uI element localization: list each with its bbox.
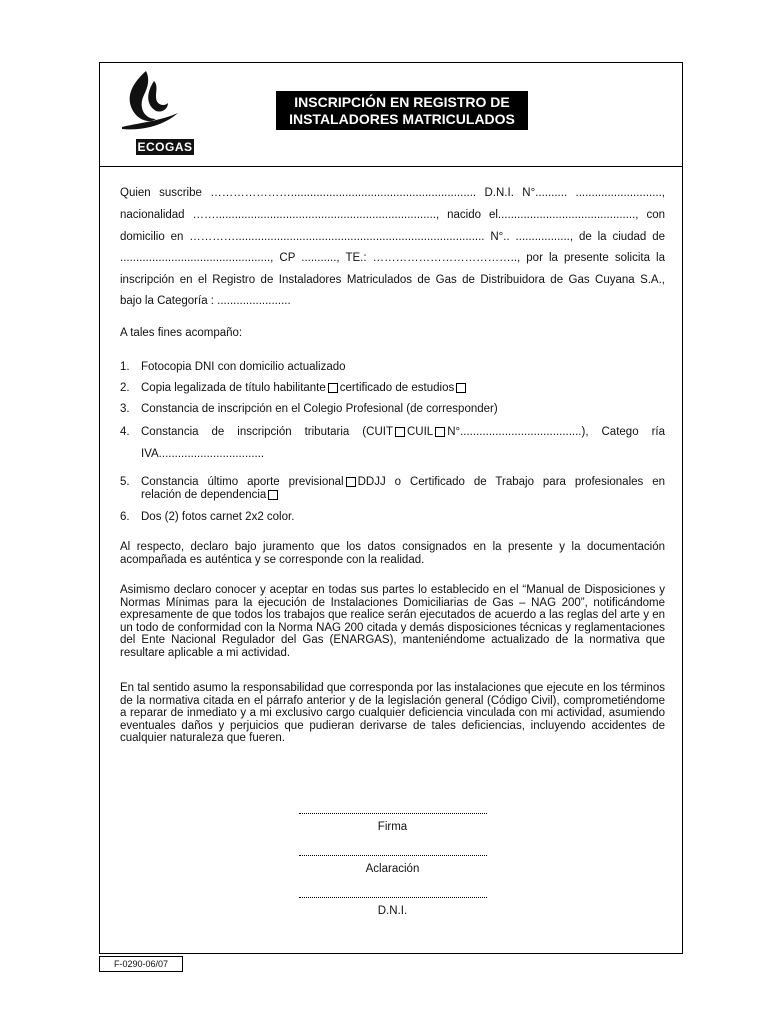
form-frame: [99, 62, 683, 954]
cuit-checkbox[interactable]: [395, 427, 405, 437]
declaration-paragraph: Asimismo declaro conocer y aceptar en todas sus partes lo establecido en el “Manual de Disposiciones y Normas Mínimas para la ejecución de Instalaciones Domiciliarias de Gas – NAG 200”, notificándome expresamente de que todos los trabajos que realice serán ejecutados de acuerdo a las reglas del arte y en un todo de conformidad con la Norma NAG 200 citada y demás disposiciones técnicas y reglamentaciones del Ente Nacional Regulador del Gas (ENARGAS), manteniéndome actualizado de la normativa que resultare aplicable a mi actividad.: [120, 584, 665, 659]
flame-icon: [116, 67, 180, 139]
aporte-checkbox[interactable]: [346, 477, 356, 487]
intro-line: ..............................................., CP ..........., TE.: ……………………………….., por la presente solicita la: [120, 252, 665, 264]
ecogas-logo: [116, 67, 193, 155]
dni-label: D.N.I.: [377, 905, 408, 917]
intro-line: Quien suscribe ………………….......................................................... D.N.I. N°.......... ...........................,: [120, 187, 665, 199]
intro-line: inscripción en el Registro de Instaladores Matriculados de Gas de Distribuidora de Gas Cuyana S.A.,: [120, 274, 665, 286]
logo-text: ECOGAS: [137, 140, 193, 154]
title-line-1: INSCRIPCIÓN EN REGISTRO DE: [294, 94, 510, 110]
item-text: Constancia de inscripción en el Colegio Profesional (de corresponder): [141, 403, 498, 415]
item-text: Dos (2) fotos carnet 2x2 color.: [141, 511, 295, 523]
declaration-paragraph: En tal sentido asumo la responsabilidad que corresponda por las instalaciones que ejecute en los términos de la normativa citada en el párrafo anterior y de la legislación general (Código Civil), comprometiéndome a reparar de inmediato y a mi exclusivo cargo cualquier deficiencia vinculada con mi actividad, asumiendo eventuales daños y perjuicios que pudieran derivarse de tales deficiencias, incluyendo accidentes de cualquier naturaleza que fueren.: [120, 682, 665, 744]
aclaracion-label: Aclaración: [365, 863, 420, 875]
item-text: Constancia último aporte previsional DDJJ o Certificado de Trabajo para profesionales en: [141, 476, 665, 488]
item-number: 2.: [120, 382, 130, 394]
signature-line: [299, 813, 487, 814]
form-code: F-0290-06/07: [99, 956, 183, 972]
cuil-checkbox[interactable]: [435, 427, 445, 437]
intro-line: nacionalidad ……....................................................................., nacido el..........................................., con: [120, 209, 665, 221]
item-number: 1.: [120, 361, 130, 373]
declaration-paragraph: Al respecto, declaro bajo juramento que los datos consignados en la presente y la documentación acompañada es auténtica y se corresponde con la realidad.: [120, 541, 665, 566]
title-line-2: INSTALADORES MATRICULADOS: [289, 111, 515, 127]
item-text: Fotocopia DNI con domicilio actualizado: [141, 361, 346, 373]
item-number: 6.: [120, 511, 130, 523]
relacion-checkbox[interactable]: [268, 490, 278, 500]
item-number: 4.: [120, 426, 130, 438]
form-title: [276, 91, 528, 130]
item-text: relación de dependencia: [141, 489, 665, 502]
item-text: Constancia de inscripción tributaria (CUIT CUIL N°......................................), Catego ría: [141, 426, 665, 438]
dni-line: [299, 897, 487, 898]
attach-intro: A tales fines acompaño:: [120, 327, 243, 339]
firma-label: Firma: [377, 821, 408, 833]
header-divider: [100, 166, 682, 167]
item-number: 3.: [120, 403, 130, 415]
intro-line: bajo la Categoría : .......................: [120, 295, 291, 307]
certificado-checkbox[interactable]: [456, 383, 466, 393]
titulo-checkbox[interactable]: [328, 383, 338, 393]
intro-line: domicilio en ………….............................................................................. N°.. ................., de la ciudad de: [120, 231, 665, 243]
aclaracion-line: [299, 855, 487, 856]
item-text: Copia legalizada de título habilitante certificado de estudios: [141, 382, 665, 395]
item-number: 5.: [120, 476, 130, 488]
item-text-iva: IVA.................................: [141, 448, 265, 460]
